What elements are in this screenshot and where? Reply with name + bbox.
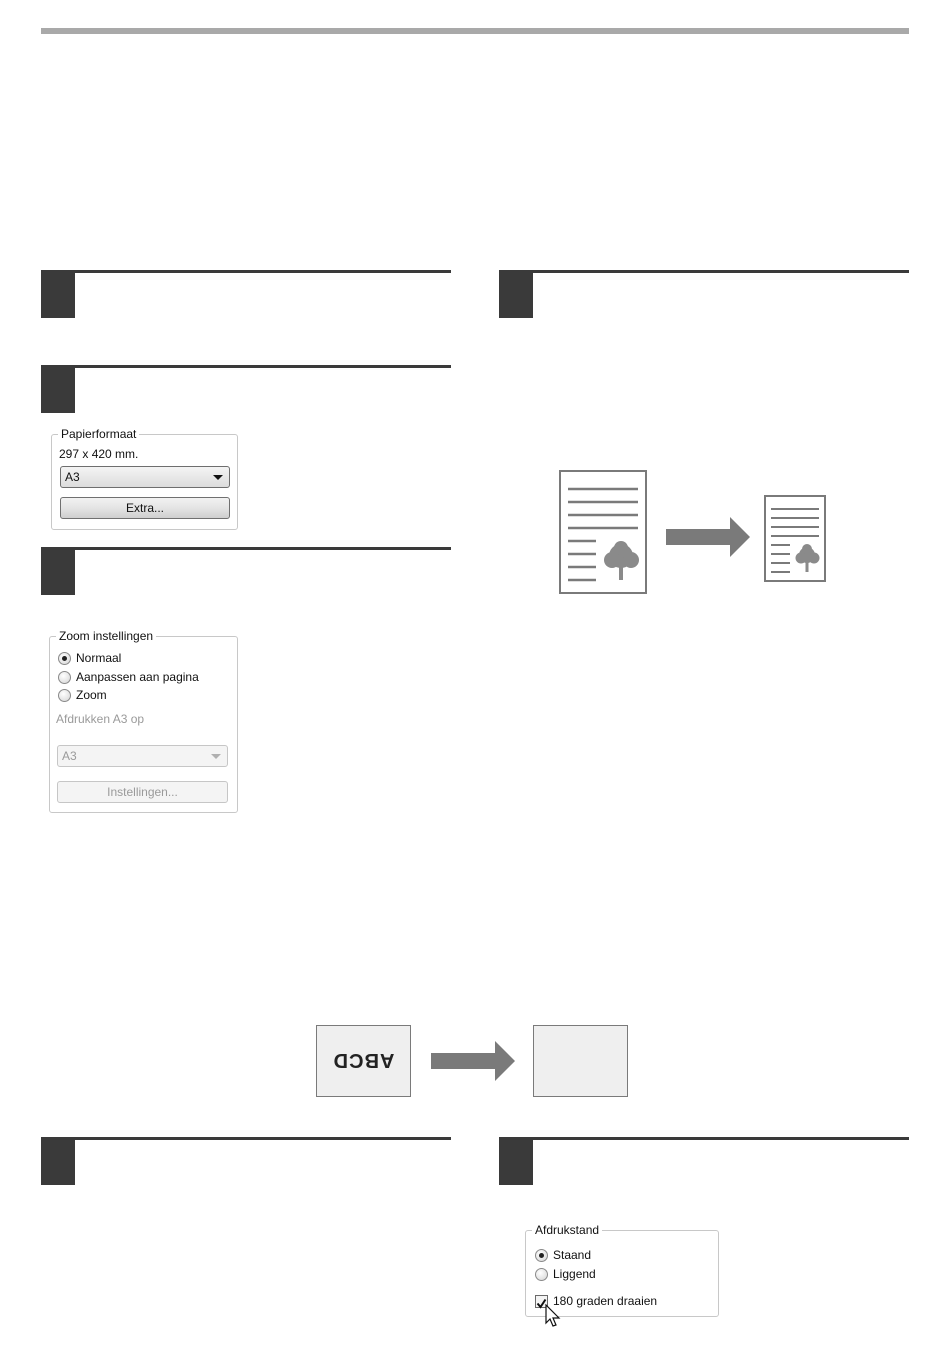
arrow-right-icon <box>664 515 752 559</box>
step-number-block <box>499 270 533 318</box>
zoom-settings-legend: Zoom instellingen <box>56 629 156 644</box>
paper-dimensions: 297 x 420 mm. <box>59 447 139 461</box>
radio-zoom-label: Zoom <box>76 688 107 702</box>
radio-zoom[interactable] <box>58 689 71 702</box>
step-rule <box>41 270 451 273</box>
radio-liggend-label: Liggend <box>553 1267 596 1281</box>
radio-normaal-label: Normaal <box>76 651 122 665</box>
print-on-value: A3 <box>62 749 77 763</box>
orientation-legend: Afdrukstand <box>532 1223 602 1238</box>
step-number-block <box>41 365 75 413</box>
rotate-180-label: 180 graden draaien <box>553 1294 658 1308</box>
step-rule <box>499 270 909 273</box>
page-small-icon <box>764 495 826 582</box>
rotated-source-box <box>316 1025 411 1097</box>
step-header-2 <box>41 365 451 415</box>
rotated-result-box <box>533 1025 628 1097</box>
step-header-4 <box>499 270 909 320</box>
step-number-block <box>41 547 75 595</box>
step-rule <box>41 1137 451 1140</box>
step-header-1 <box>41 270 451 320</box>
page-lines-graphic <box>561 472 645 592</box>
page-large-icon <box>559 470 647 594</box>
radio-staand[interactable] <box>535 1249 548 1262</box>
step-rule <box>41 365 451 368</box>
page-lines-graphic <box>766 497 824 580</box>
step-rule <box>41 547 451 550</box>
paper-size-legend: Papierformaat <box>58 427 139 442</box>
arrow-right-icon <box>429 1039 517 1083</box>
mouse-cursor-icon <box>545 1304 561 1328</box>
print-on-select[interactable] <box>57 745 228 767</box>
step-rule <box>499 1137 909 1140</box>
radio-aanpassen[interactable] <box>58 671 71 684</box>
step-number-block <box>41 270 75 318</box>
step-number-block <box>41 1137 75 1185</box>
rotated-abcd-text: ABCD <box>332 1049 395 1071</box>
chevron-down-icon <box>213 475 223 480</box>
radio-aanpassen-label: Aanpassen aan pagina <box>76 670 199 684</box>
zoom-settings-button[interactable]: Instellingen... <box>57 781 228 803</box>
step-header-3 <box>41 547 451 597</box>
chevron-down-icon <box>211 754 221 759</box>
zoom-settings-group <box>49 629 238 813</box>
radio-staand-label: Staand <box>553 1248 592 1262</box>
paper-size-group <box>51 427 238 530</box>
radio-liggend[interactable] <box>535 1268 548 1281</box>
step-header-5 <box>41 1137 451 1187</box>
top-rule <box>41 28 909 34</box>
extra-button[interactable]: Extra... <box>60 497 230 519</box>
step-number-block <box>499 1137 533 1185</box>
step-header-6 <box>499 1137 909 1187</box>
paper-size-select[interactable] <box>60 466 230 488</box>
paper-size-value: A3 <box>65 470 80 484</box>
radio-normaal[interactable] <box>58 652 71 665</box>
print-on-label: Afdrukken A3 op <box>56 712 145 726</box>
